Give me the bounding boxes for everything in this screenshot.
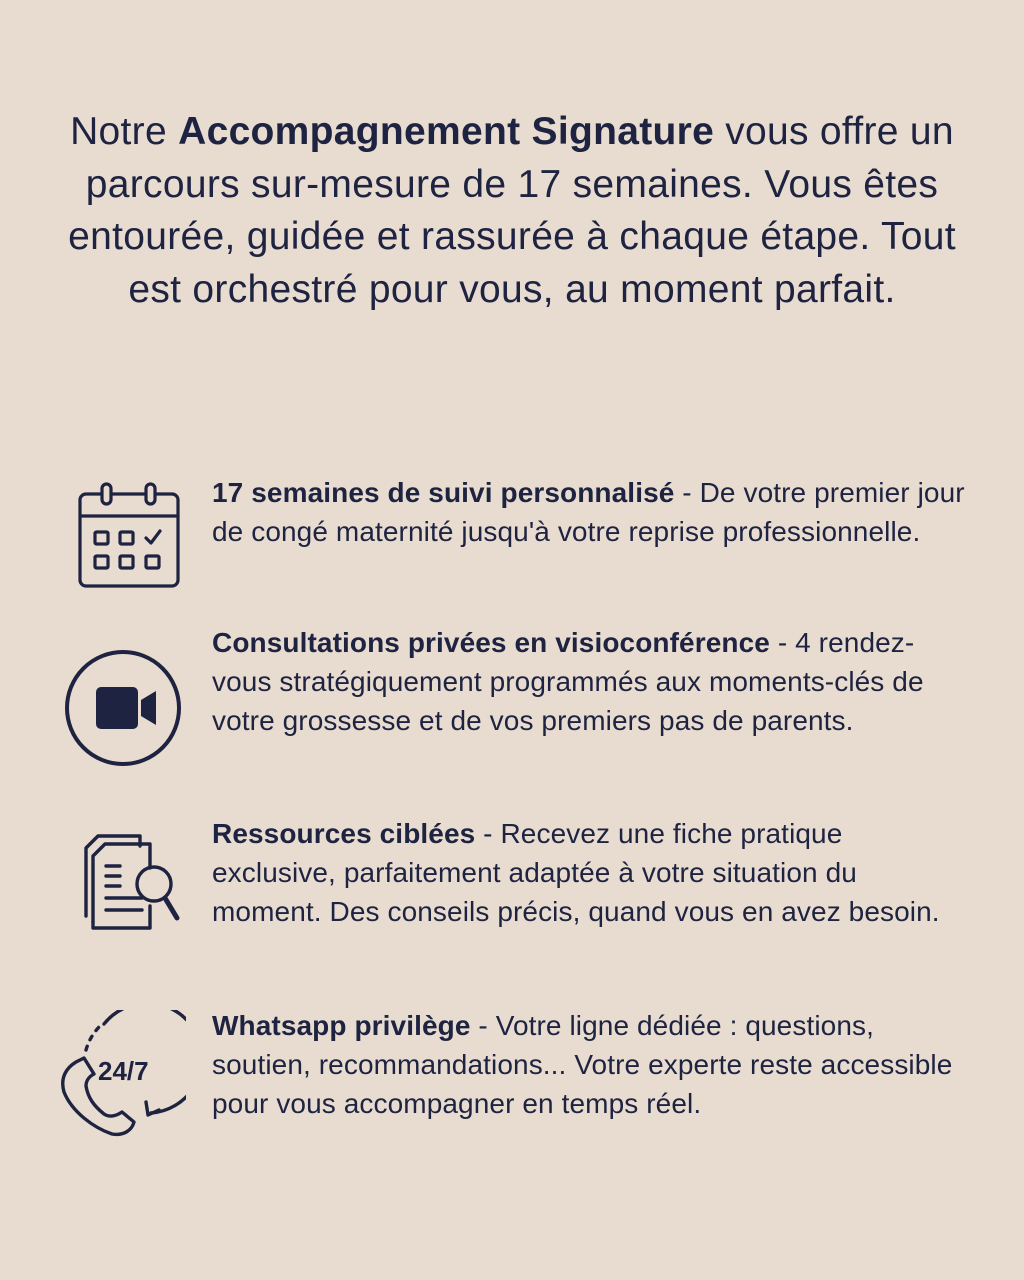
feature-title: 17 semaines de suivi personnalisé [212, 477, 675, 508]
intro-highlight: Accompagnement Signature [178, 110, 715, 153]
icon-24-7-label: 24/7 [98, 1056, 149, 1086]
feature-text [212, 1006, 972, 1123]
intro-rest: vous offre un parcours sur-mesure de 17 semaines. Vous êtes entourée, guidée et rassurée à chaque étape. Tout est orchestré pour vous, au moment parfait. [68, 110, 956, 311]
feature-description: - Votre ligne dédiée : questions, soutien, recommandations... Votre experte reste accessible pour vous accompagner en temps réel. [212, 1010, 953, 1119]
feature-title: Consultations privées en visioconférence [212, 627, 770, 658]
intro-paragraph [40, 106, 984, 316]
intro-prefix: Notre [70, 110, 179, 153]
feature-text [212, 814, 972, 931]
feature-description: - De votre premier jour de congé maternité jusqu'à votre reprise professionnelle. [212, 477, 965, 547]
document-search-icon [72, 830, 202, 960]
feature-title: Ressources ciblées [212, 818, 476, 849]
feature-description: - 4 rendez-vous stratégiquement programmés aux moments-clés de votre grossesse et de vos premiers pas de parents. [212, 627, 924, 736]
video-camera-icon [64, 648, 194, 778]
feature-text [212, 473, 972, 551]
calendar-check-icon [60, 478, 190, 608]
feature-text [212, 623, 972, 740]
feature-description: - Recevez une fiche pratique exclusive, parfaitement adaptée à votre situation du moment. Des conseils précis, quand vous en avez besoin. [212, 818, 940, 927]
feature-title: Whatsapp privilège [212, 1010, 471, 1041]
phone-24-7-icon [56, 1010, 186, 1140]
